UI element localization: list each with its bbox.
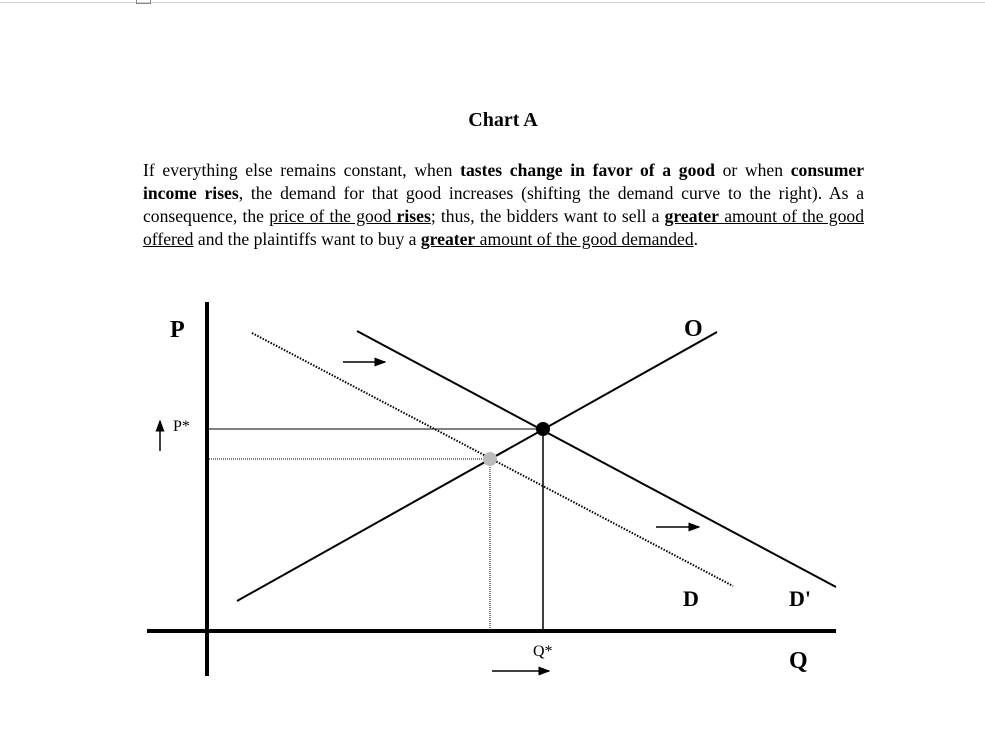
paragraph-segment: greater xyxy=(420,229,476,249)
new-equilibrium-point xyxy=(536,422,550,436)
q-axis-label: Q xyxy=(789,648,808,674)
p-star-label: P* xyxy=(173,418,190,435)
paragraph-segment: consumer income rises xyxy=(143,160,865,203)
paragraph-segment: . xyxy=(693,229,699,249)
supply-curve xyxy=(237,332,717,601)
paragraph-segment: greater xyxy=(664,206,719,226)
paragraph-segment: or when xyxy=(714,160,791,180)
paragraph-segment: amount of the good offered xyxy=(143,206,864,249)
paragraph-segment: tastes change in favor of a good xyxy=(460,160,715,180)
paragraph-segment: ; thus, the bidders want to sell a xyxy=(430,206,665,226)
paragraph-segment: If everything else remains constant, when xyxy=(143,160,461,180)
paragraph-segment: price of the good xyxy=(269,206,397,226)
supply-label: O xyxy=(684,316,703,342)
new-demand-curve xyxy=(357,331,836,587)
paragraph-segment: , the demand for that good increases (shifting the demand curve to the right). As a consequence, the xyxy=(143,183,864,226)
paragraph-segment: and the plaintiffs want to buy a xyxy=(193,229,421,249)
chart-title: Chart A xyxy=(468,109,538,131)
paragraph-segment: amount of the good demanded xyxy=(475,229,694,249)
p-axis-label: P xyxy=(170,317,185,343)
new-demand-label: D' xyxy=(789,586,811,611)
q-star-label: Q* xyxy=(533,643,553,660)
old-equilibrium-point xyxy=(483,452,497,466)
demand-label: D xyxy=(683,586,699,611)
paragraph-segment: rises xyxy=(396,206,431,226)
